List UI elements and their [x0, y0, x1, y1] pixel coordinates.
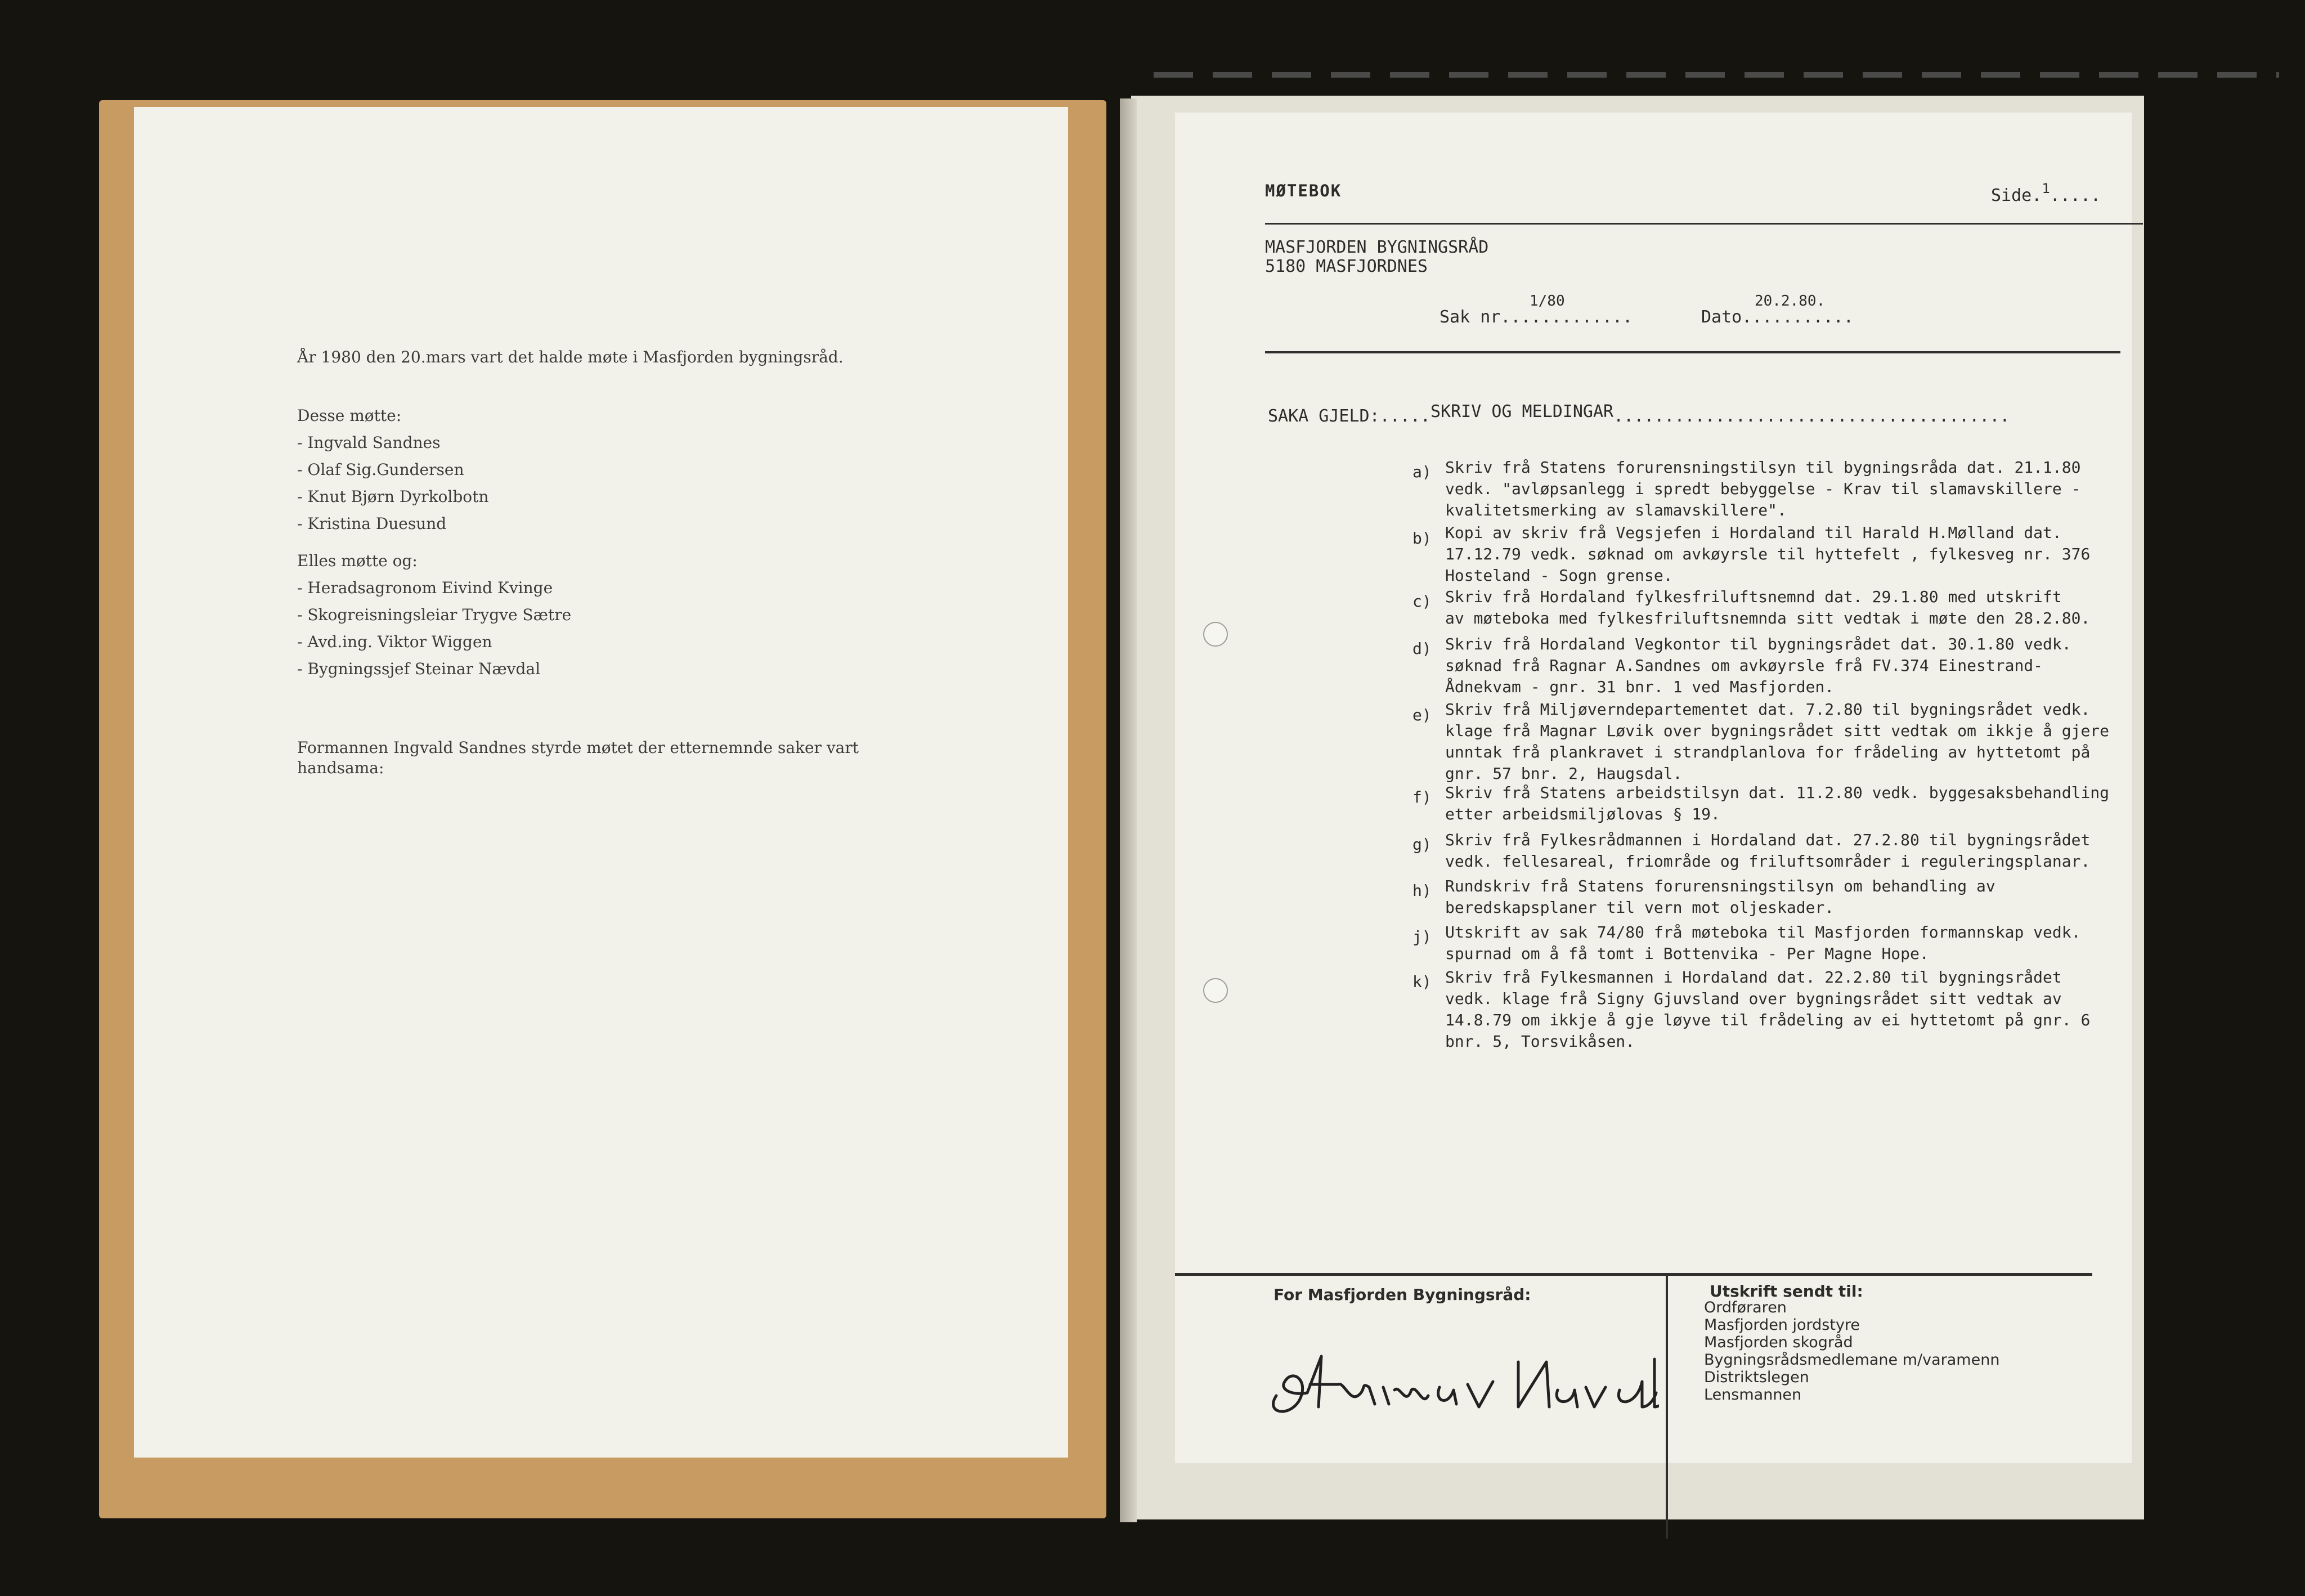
item-line: bnr. 5, Torsvikåsen. [1445, 1032, 1635, 1051]
distribution-list [1704, 1299, 1999, 1404]
saka-label: SAKA GJELD:..... [1268, 406, 1430, 426]
others-heading: Elles møtte og: [297, 552, 418, 570]
list-item [1445, 967, 2090, 1052]
item-line: beredskapsplaner til vern mot oljeskader. [1445, 898, 1835, 917]
item-line: klage frå Magnar Løvik over bygningsrådet sitt vedtak om ikkje å gjere [1445, 721, 2110, 740]
list-item [1445, 830, 2090, 872]
dashed-edge [1154, 72, 2279, 78]
item-line: Skriv frå Fylkesmannen i Hordaland dat. 22.2.80 til bygningsrådet [1445, 968, 2062, 987]
distribution-item: Bygningsrådsmedlemane m/varamenn [1704, 1351, 2000, 1369]
punch-hole [1203, 622, 1228, 647]
item-line: 17.12.79 vedk. søknad om avkøyrsle til hyttefelt , fylkesveg nr. 376 [1445, 545, 2091, 563]
sak-value: 1/80 [1530, 293, 1565, 310]
item-line: vedk. klage frå Signy Gjuvsland over bygningsrådet sitt vedtak av [1445, 989, 2062, 1008]
sak-label: Sak nr............. [1439, 307, 1633, 327]
item-letter: e) [1412, 706, 1432, 724]
dato-value: 20.2.80. [1755, 293, 1826, 310]
distribution-item: Masfjorden jordstyre [1704, 1316, 1860, 1334]
saka-dots: ....................................... [1613, 406, 2010, 426]
list-item [1445, 922, 2080, 965]
item-line: av møteboka med fylkesfriluftsnemnda sitt vedtak i møte den 28.2.80. [1445, 609, 2091, 627]
dato-label: Dato........... [1701, 307, 1854, 327]
item-line: Skriv frå Hordaland fylkesfriluftsnemnd dat. 29.1.80 med utskrift [1445, 588, 2062, 606]
list-item [1445, 782, 2109, 825]
item-line: Skriv frå Miljøverndepartementet dat. 7.2.80 til bygningsrådet vedk. [1445, 700, 2091, 719]
distribution-item: Distriktslegen [1704, 1369, 1809, 1386]
distribution-item: Masfjorden skogråd [1704, 1334, 1853, 1351]
item-line: gnr. 57 bnr. 2, Haugsdal. [1445, 764, 1683, 783]
item-line: vedk. fellesareal, friområde og friluftsområder i reguleringsplanar. [1445, 852, 2091, 871]
item-line: 14.8.79 om ikkje å gje løyve til frådeling av ei hyttetomt på gnr. 6 [1445, 1011, 2091, 1029]
item-line: Hosteland - Sogn grense. [1445, 566, 1673, 585]
item-line: Rundskriv frå Statens forurensningstilsyn om behandling av [1445, 877, 1995, 895]
item-letter: g) [1412, 835, 1432, 854]
item-line: Ådnekvam - gnr. 31 bnr. 1 ved Masfjorden. [1445, 678, 1835, 696]
header-title: MØTEBOK [1265, 181, 1342, 200]
footer-rule-top [1175, 1273, 2092, 1276]
item-line: kvalitetsmerking av slamavskillere". [1445, 501, 1787, 519]
footer-divider [1666, 1274, 1668, 1539]
others-item: - Bygningssjef Steinar Nævdal [297, 660, 541, 678]
signature-scrawl [1254, 1328, 1659, 1429]
item-line: vedk. "avløpsanlegg i spredt bebyggelse - Krav til slamavskillere - [1445, 479, 2081, 498]
list-item [1445, 699, 2109, 784]
others-item: - Avd.ing. Viktor Wiggen [297, 633, 492, 651]
intro-line: År 1980 den 20.mars vart det halde møte i Masfjorden bygningsråd. [297, 348, 844, 366]
distribution-item: Ordføraren [1704, 1299, 1787, 1316]
present-heading: Desse møtte: [297, 406, 402, 425]
left-page [134, 107, 1068, 1458]
present-item: - Ingvald Sandnes [297, 433, 441, 452]
present-item: - Kristina Duesund [297, 514, 447, 533]
item-line: etter arbeidsmiljølovas § 19. [1445, 805, 1720, 823]
item-line: Skriv frå Hordaland Vegkontor til bygningsrådet dat. 30.1.80 vedk. [1445, 635, 2071, 653]
footer-right-label: Utskrift sendt til: [1710, 1282, 1863, 1301]
saka-value: SKRIV OG MELDINGAR [1430, 402, 1614, 422]
others-item: - Skogreisningsleiar Trygve Sætre [297, 606, 572, 624]
closing-line: handsama: [297, 759, 384, 777]
side-field [1991, 181, 2101, 205]
item-line: søknad frå Ragnar A.Sandnes om avkøyrsle frå FV.374 Einestrand- [1445, 656, 2043, 675]
list-item [1445, 876, 1995, 918]
list-item [1445, 522, 2090, 586]
distribution-item: Lensmannen [1704, 1386, 1802, 1404]
present-item: - Knut Bjørn Dyrkolbotn [297, 487, 489, 506]
item-letter: h) [1412, 881, 1432, 900]
item-line: unntak frå plankravet i strandplanlova for frådeling av hyttetomt på [1445, 743, 2091, 761]
item-letter: c) [1412, 592, 1432, 611]
item-line: Skriv frå Fylkesrådmannen i Hordaland dat. 27.2.80 til bygningsrådet [1445, 831, 2091, 849]
item-line: Utskrift av sak 74/80 frå møteboka til Masfjorden formannskap vedk. [1445, 923, 2081, 942]
org-name: MASFJORDEN BYGNINGSRÅD [1265, 237, 1489, 257]
closing-line: Formannen Ingvald Sandnes styrde møtet der etternemnde saker vart [297, 738, 859, 757]
list-item [1445, 634, 2071, 698]
punch-hole [1203, 978, 1228, 1003]
item-line: Kopi av skriv frå Vegsjefen i Hordaland til Harald H.Mølland dat. [1445, 523, 2062, 542]
item-line: Skriv frå Statens forurensningstilsyn til bygningsråda dat. 21.1.80 [1445, 458, 2081, 477]
item-letter: k) [1412, 972, 1432, 991]
item-letter: f) [1412, 788, 1432, 806]
others-item: - Heradsagronom Eivind Kvinge [297, 579, 553, 597]
footer-left-label: For Masfjorden Bygningsråd: [1273, 1285, 1531, 1304]
header-rule [1265, 223, 2143, 225]
item-line: spurnad om å få tomt i Bottenvika - Per Magne Hope. [1445, 944, 1929, 963]
book-spine [1120, 98, 1137, 1522]
side-dots: ..... [2050, 186, 2101, 205]
item-letter: d) [1412, 639, 1432, 658]
org-address: 5180 MASFJORDNES [1265, 257, 1428, 276]
item-letter: b) [1412, 529, 1432, 548]
side-label: Side. [1991, 186, 2042, 205]
side-value: 1 [2042, 181, 2050, 196]
saka-gjeld-field [1268, 402, 2010, 426]
item-line: Skriv frå Statens arbeidstilsyn dat. 11.2.80 vedk. byggesaksbehandling [1445, 783, 2110, 802]
item-letter: a) [1412, 463, 1432, 481]
section-rule [1265, 351, 2120, 353]
item-letter: j) [1412, 927, 1432, 946]
list-item [1445, 457, 2080, 521]
right-page [1175, 113, 2132, 1463]
present-item: - Olaf Sig.Gundersen [297, 460, 464, 479]
signature [1254, 1328, 1659, 1429]
list-item [1445, 586, 2090, 629]
